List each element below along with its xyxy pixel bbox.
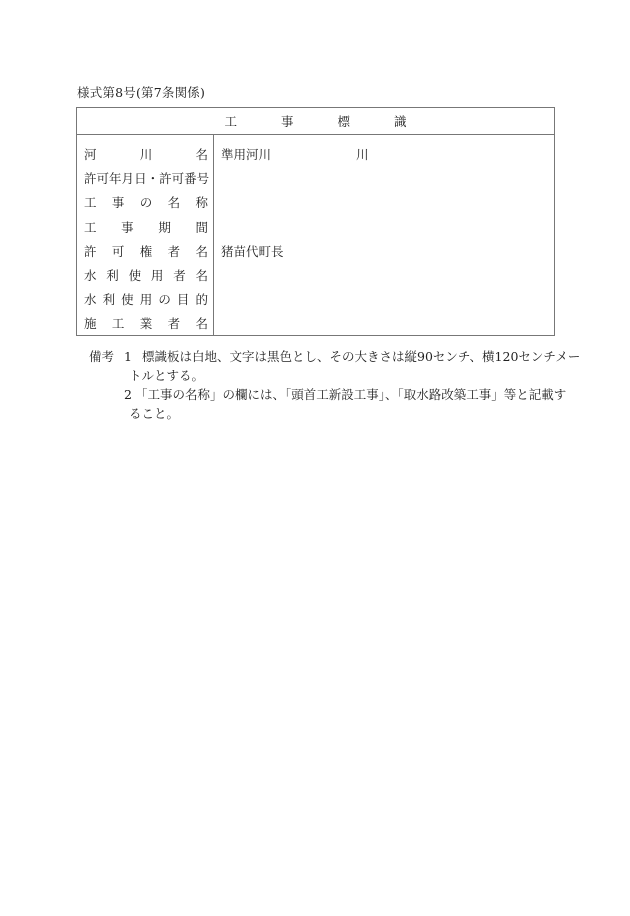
label-char: 者	[167, 316, 181, 332]
label-char: 工	[84, 219, 97, 235]
label-char: 間	[195, 219, 208, 235]
label-char: 的	[195, 292, 208, 308]
label-char: 名	[195, 267, 208, 283]
column-divider	[213, 135, 214, 335]
label-char: 可	[96, 171, 110, 187]
sign-body	[77, 135, 554, 335]
label-char: 号	[196, 171, 210, 187]
label-char: 期	[158, 219, 171, 235]
label-char: 事	[121, 219, 134, 235]
label-char: 利	[102, 292, 116, 308]
note-number: 2	[124, 387, 132, 402]
note-text: 「工事の名称」の欄には、「頭首工新設工事」、「取水路改築工事」等と記載す	[135, 387, 567, 402]
note-2-line-1	[89, 385, 567, 404]
label-char: 可	[171, 171, 185, 187]
label-char: 利	[106, 267, 119, 283]
row-label	[84, 143, 208, 167]
label-char: 工	[84, 195, 97, 211]
row-value	[221, 216, 546, 240]
value-column	[221, 143, 546, 337]
value-text: 準用河川	[221, 147, 272, 162]
row-value	[221, 264, 546, 288]
label-char: 施	[84, 316, 97, 332]
label-char: 用	[150, 267, 164, 283]
row-label	[84, 240, 208, 264]
row-value	[221, 288, 546, 312]
row-label	[84, 191, 208, 215]
label-char: 名	[167, 195, 181, 211]
label-char: 水	[84, 292, 97, 308]
row-value	[221, 143, 546, 167]
row-value	[221, 240, 546, 264]
sign-title-char: 工	[224, 114, 237, 129]
row-label	[84, 264, 208, 288]
label-char: ・	[146, 171, 160, 187]
row-label	[84, 312, 208, 336]
label-char: 名	[195, 316, 208, 332]
label-char: 番	[184, 171, 197, 187]
label-char: 使	[121, 292, 134, 308]
label-char: 者	[173, 267, 186, 283]
notes-heading: 備考	[89, 349, 115, 364]
label-char: 許	[159, 171, 172, 187]
row-value	[221, 312, 546, 336]
notes-section	[89, 347, 581, 423]
label-char: 年	[109, 171, 122, 187]
row-value	[221, 167, 546, 191]
value-suffix: 川	[356, 147, 369, 162]
note-text: 標識板は白地、文字は黒色とし、その大きさは縦90センチ、横120センチメー	[142, 349, 581, 364]
sign-header	[77, 108, 554, 135]
label-char: 許	[84, 171, 97, 187]
label-char: 月	[121, 171, 135, 187]
label-char: 水	[84, 267, 97, 283]
note-2-line-2	[89, 404, 559, 423]
label-char: 事	[111, 195, 125, 211]
label-char: 日	[134, 171, 147, 187]
note-1-line-2	[89, 366, 559, 385]
row-value	[221, 191, 546, 215]
label-char: 業	[139, 316, 153, 332]
label-char: の	[158, 292, 171, 308]
label-char: 者	[167, 243, 181, 259]
sign-title-char: 事	[280, 114, 294, 129]
label-char: 目	[176, 292, 190, 308]
label-column	[84, 143, 208, 337]
label-char: 用	[139, 292, 153, 308]
row-label	[84, 167, 208, 191]
sign-title-char: 標	[337, 114, 351, 129]
construction-sign-table	[76, 107, 555, 336]
note-text: トルとする。	[129, 368, 205, 383]
label-char: 川	[139, 147, 153, 162]
label-char: 工	[111, 316, 125, 332]
label-char: 名	[195, 243, 208, 259]
label-char: 可	[111, 243, 125, 259]
note-number: 1	[124, 349, 132, 364]
label-char: 河	[84, 147, 97, 162]
label-char: の	[139, 195, 153, 211]
form-title: 様式第8号(第7条関係)	[77, 85, 206, 100]
value-text: 猪苗代町長	[221, 243, 284, 259]
label-char: 許	[84, 243, 97, 259]
sign-title-char: 識	[394, 114, 407, 129]
note-text: ること。	[129, 406, 180, 421]
note-1-line-1	[89, 347, 581, 366]
label-char: 名	[195, 147, 208, 162]
label-char: 称	[195, 195, 208, 211]
label-char: 使	[128, 267, 142, 283]
row-label	[84, 288, 208, 312]
row-label	[84, 216, 208, 240]
label-char: 権	[139, 243, 153, 259]
